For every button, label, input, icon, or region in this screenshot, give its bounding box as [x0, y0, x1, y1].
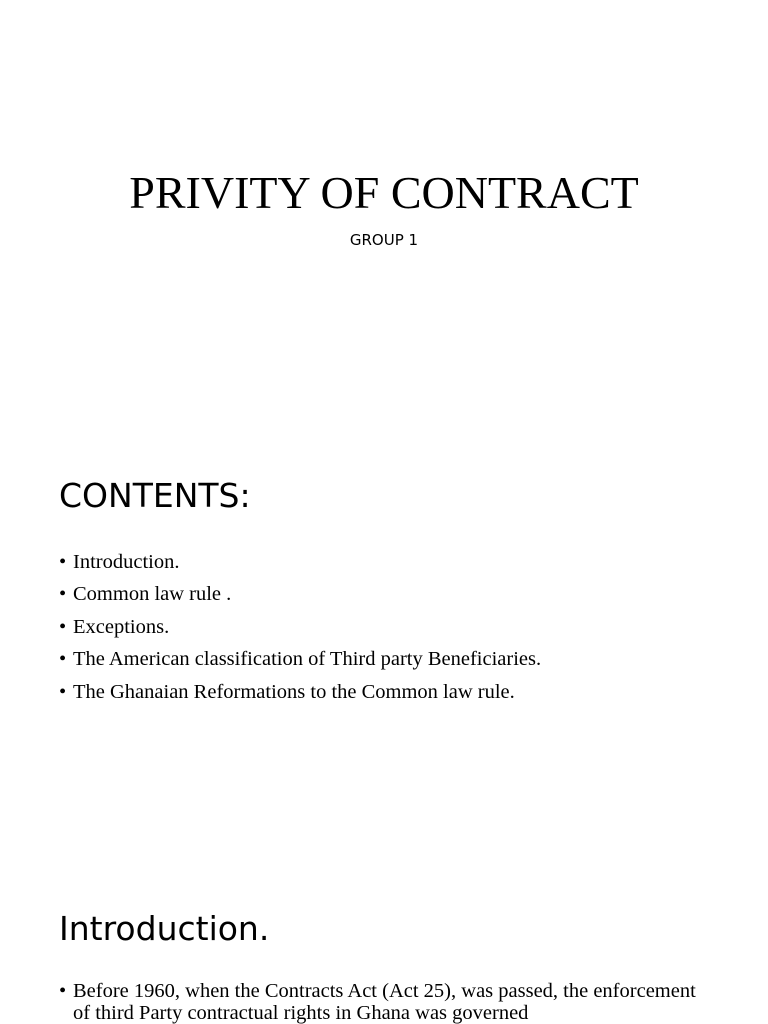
- introduction-heading: Introduction.: [59, 909, 270, 948]
- contents-list: [59, 546, 541, 708]
- presentation-title: PRIVITY OF CONTRACT: [129, 167, 639, 218]
- list-item: [59, 643, 541, 675]
- presentation-subtitle: GROUP 1: [349, 231, 419, 249]
- introduction-list: [59, 980, 699, 1024]
- list-item: [59, 578, 541, 610]
- introduction-slide: [0, 864, 768, 1024]
- list-item-text: Exceptions.: [73, 615, 170, 638]
- list-item-text: Before 1960, when the Contracts Act (Act 25), was passed, the enforcement of third Party contractual rights in Ghana was governed: [73, 980, 696, 1024]
- contents-heading: CONTENTS:: [59, 476, 251, 515]
- bullet-icon: •: [59, 648, 67, 671]
- bullet-icon: •: [59, 615, 67, 638]
- bullet-icon: •: [59, 583, 67, 606]
- list-item-text: Common law rule .: [73, 583, 232, 606]
- list-item: [59, 546, 541, 578]
- contents-slide: [0, 432, 768, 864]
- title-slide: [0, 0, 768, 432]
- list-item: [59, 676, 541, 708]
- bullet-icon: •: [59, 551, 67, 573]
- bullet-icon: •: [59, 680, 67, 703]
- list-item: [59, 980, 699, 1024]
- list-item: [59, 611, 541, 643]
- list-item-text: The Ghanaian Reformations to the Common law rule.: [73, 680, 515, 703]
- list-item-text: The American classification of Third party Beneficiaries.: [73, 648, 542, 671]
- list-item-text: Introduction.: [73, 551, 180, 573]
- bullet-icon: •: [59, 980, 67, 1002]
